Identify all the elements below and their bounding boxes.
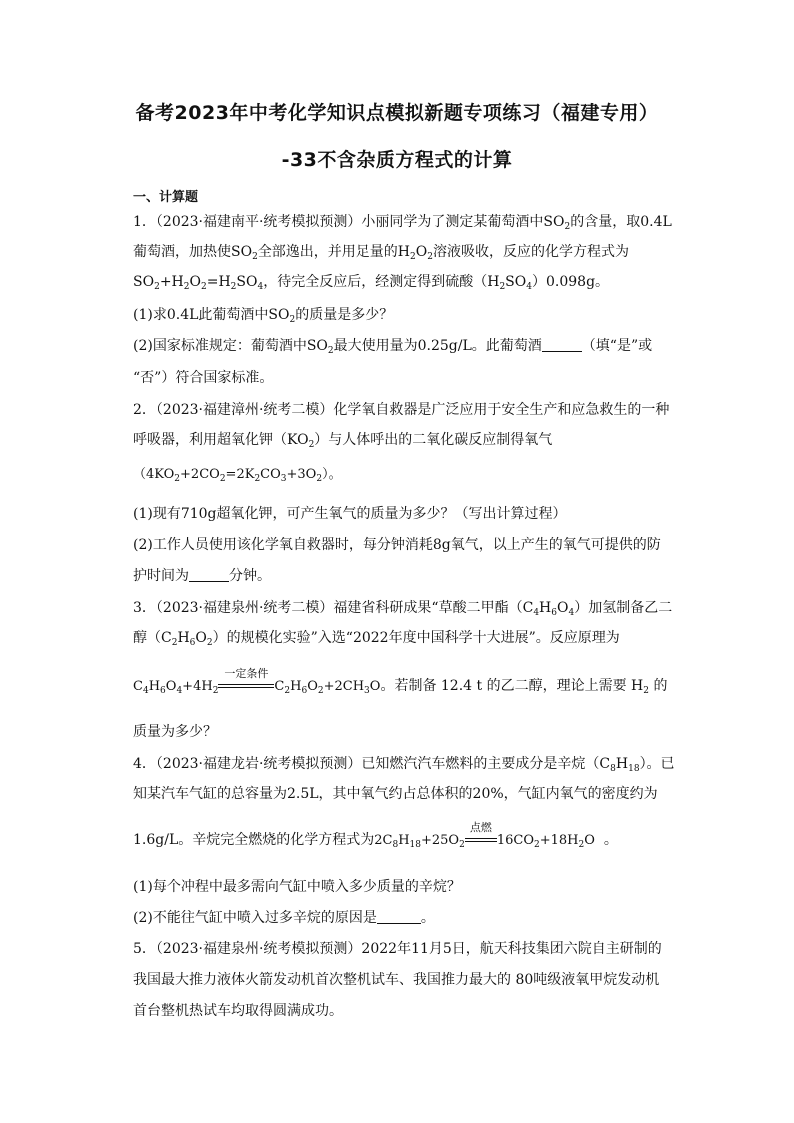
q1-part2-cont: “否”）符合国家标准。 bbox=[133, 370, 274, 386]
q2-part2-cont: 护时间为 分钟。 bbox=[133, 568, 271, 584]
q5-line3: 首台整机热试车均取得圆满成功。 bbox=[133, 1003, 343, 1019]
q4-part1: (1)每个冲程中最多需向气缸中喷入多少质量的辛烷？ bbox=[133, 879, 461, 895]
page-title: 备考2023年中考化学知识点模拟新题专项练习（福建专用） bbox=[135, 102, 659, 124]
q3-line1: 3．（2023·福建泉州·统考二模）福建省科研成果“草酸二甲酯$(C_4H_6O_4)$加氢制备乙二 bbox=[133, 600, 673, 618]
answer-blank bbox=[189, 567, 229, 582]
q1-part1: (1)求0.4L此葡萄酒中$SO_2$的质量是多少？ bbox=[133, 307, 394, 325]
q1-line2: 葡萄酒，加热使$SO_2$全部逸出，并用足量的$H_2O_2$溶液吸收，反应的化学方程式为 bbox=[133, 244, 629, 262]
q2-line2: 呼吸器，利用超氧化钾$(KO_2)$与人体呼出的二氧化碳反应制得氧气 bbox=[133, 432, 553, 450]
q3-line2: 醇$(C_2H_6O_2)$的规模化实验”入选“2022年度中国科学十大进展”。反应原理为 bbox=[133, 630, 620, 648]
q1-line1: 1．（2023·福建南平·统考模拟预测）小丽同学为了测定某葡萄酒中$SO_2$的含量，取0.4L bbox=[133, 214, 672, 232]
q4-part2: (2)不能往气缸中喷入过多辛烷的原因是 。 bbox=[133, 910, 435, 926]
q2-line1: 2．（2023·福建漳州·统考二模）化学氧自救器是广泛应用于安全生产和应急救生的一种 bbox=[133, 402, 670, 418]
answer-blank bbox=[542, 337, 582, 352]
q4-equation-line: 1.6g/L。辛烷完全燃烧的化学方程式为$2C_8H_{18}+25O_2$ 点燃 $16CO_2+18H_2O$ 。 bbox=[133, 830, 618, 853]
answer-blank bbox=[377, 909, 421, 924]
q2-part1: (1)现有710g超氧化钾，可产生氧气的质量为多少？（写出计算过程） bbox=[133, 506, 567, 522]
q2-equation: $(4KO_2+2CO_2=2K_2CO_3+3O_2)$。 bbox=[133, 467, 342, 484]
q4-line2: 知某汽车气缸的总容量为2.5L，其中氧气约占总体积的20%，气缸内氧气的密度约为 bbox=[133, 786, 658, 802]
q4-line1: 4．（2023·福建龙岩·统考模拟预测）已知燃汽汽车燃料的主要成分是辛烷$(C_8H_{18})$。已 bbox=[133, 756, 675, 774]
q2-part2: (2)工作人员使用该化学氧自救器时，每分钟消耗8g氧气，以上产生的氧气可提供的防 bbox=[133, 537, 661, 553]
reaction-condition-arrow: 一定条件 bbox=[218, 679, 274, 699]
q5-line2: 我国最大推力液体火箭发动机首次整机试车、我国推力最大的 80吨级液氧甲烷发动机 bbox=[133, 972, 660, 988]
reaction-condition-arrow: 点燃 bbox=[465, 833, 497, 853]
section-heading: 一、计算题 bbox=[133, 190, 199, 205]
q3-equation-line: $C_4H_6O_4+4H_2$ 一定条件 $C_2H_6O_2+2CH_3O$。若制备 12.4 t 的乙二醇，理论上需要 $H_2$ 的 bbox=[133, 676, 667, 699]
page-subtitle: -33不含杂质方程式的计算 bbox=[281, 149, 513, 171]
q5-line1: 5．（2023·福建泉州·统考模拟预测）2022年11月5日，航天科技集团六院自主研制的 bbox=[133, 941, 662, 957]
q1-part2: (2)国家标准规定：葡萄酒中$SO_2$最大使用量为0.25g/L。此葡萄酒 （填“是”或 bbox=[133, 338, 653, 356]
q1-line3: $SO_2+H_2O_2=H_2SO_4$，待完全反应后，经测定得到硫酸$(H_2SO_4)0.098g$。 bbox=[133, 274, 610, 292]
q3-line4: 质量为多少？ bbox=[133, 724, 217, 740]
